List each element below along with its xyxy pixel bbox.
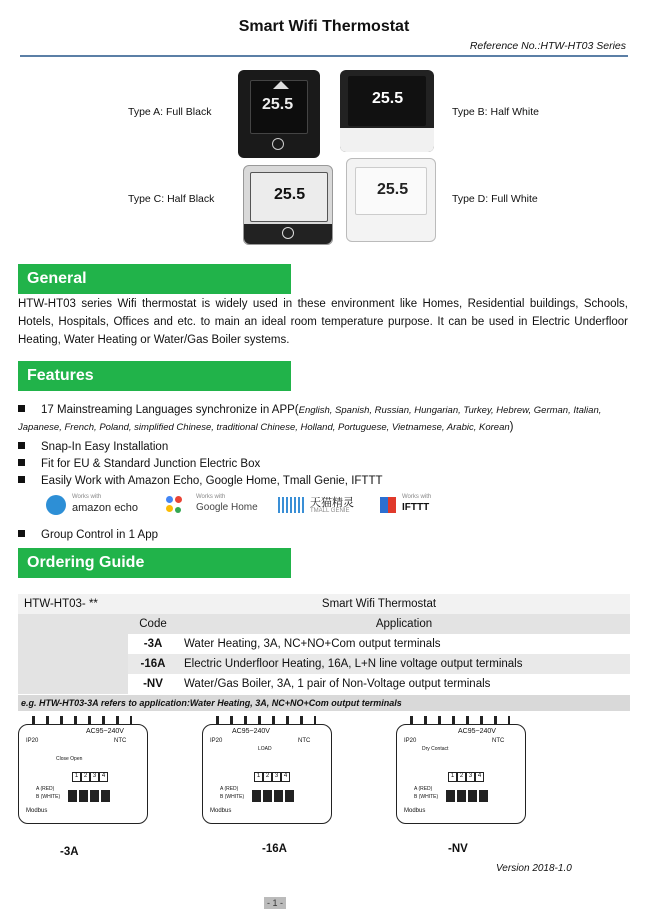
bullet-square-icon	[18, 530, 25, 537]
product-image-type-b: 25.5	[340, 70, 434, 152]
ordering-heading: Ordering Guide	[18, 548, 291, 578]
wiring-diagram-16a: AC95~240V IP20 NTC LOAD 1 2 3 4 A (RED) B (WHITE) Modbus	[202, 716, 332, 826]
tmall-genie-logo: 天猫精灵 TMALL GENIE	[278, 494, 368, 518]
product-cell: Smart Wifi Thermostat	[128, 594, 630, 614]
ifttt-icon	[380, 497, 396, 513]
general-heading: General	[18, 264, 291, 294]
type-a-label: Type A: Full Black	[128, 106, 212, 118]
feature-item-smart-home: Easily Work with Amazon Echo, Google Home, Tmall Genie, IFTTT	[18, 473, 630, 490]
feature-item-junction-box: Fit for EU & Standard Junction Electric Box	[18, 456, 630, 473]
feature-item-group-control: Group Control in 1 App	[18, 527, 630, 544]
bullet-square-icon	[18, 405, 25, 412]
ordering-example: e.g. HTW-HT03-3A refers to application:Water Heating, 3A, NC+NO+Com output terminals	[18, 695, 630, 711]
product-image-type-c: 25.5	[243, 165, 333, 245]
version-label: Version 2018-1.0	[496, 863, 572, 874]
sound-wave-icon	[278, 497, 306, 513]
page-number: - 1 -	[264, 897, 286, 909]
type-d-label: Type D: Full White	[452, 193, 538, 205]
model-cell: HTW-HT03- **	[18, 594, 128, 614]
wiring-diagram-nv: AC95~240V IP20 NTC Dry Contact 1 2 3 4 A (RED) B (WHITE) Modbus	[396, 716, 526, 826]
google-home-logo: Works with Google Home	[164, 494, 264, 518]
wiring-label-16a: -16A	[262, 843, 287, 855]
table-row: -NV Water/Gas Boiler, 3A, 1 pair of Non-Voltage output terminals	[143, 678, 491, 690]
wiring-label-3a: -3A	[60, 846, 79, 858]
reference-number: Reference No.:HTW-HT03 Series	[469, 40, 626, 52]
wiring-diagram-3a: AC95~240V IP20 NTC Close Open 1 2 3 4 A (RED) B (WHITE) Modbus	[18, 716, 148, 826]
bullet-square-icon	[18, 459, 25, 466]
bullet-square-icon	[18, 442, 25, 449]
product-image-type-d: 25.5	[346, 158, 436, 242]
ifttt-logo: Works with IFTTT	[380, 494, 450, 518]
header-rule	[20, 55, 628, 57]
feature-item-snap-in: Snap-In Easy Installation	[18, 439, 630, 456]
type-b-label: Type B: Half White	[452, 106, 539, 118]
table-row: -16A Electric Underfloor Heating, 16A, L+N line voltage output terminals	[18, 654, 630, 674]
amazon-echo-logo: Works with amazon echo	[46, 494, 158, 518]
product-image-type-a: 25.5	[238, 70, 320, 158]
general-text: HTW-HT03 series Wifi thermostat is widely used in these environment like Homes, Residential buildings, Schools, Hotels, Hospitals, Offices and etc. to main an ideal room temperature purpose. It can be used in Electric Underfloor Heating, Water Heating or Water/Gas Boiler systems.	[18, 298, 628, 346]
header-code: Code	[128, 614, 178, 634]
feature-item-languages: 17 Mainstreaming Languages synchronize in APP(English, Spanish, Russian, Hungarian, Turkey, Hebrew, German, Italian, Japanese, French, Poland, simplified Chinese, traditional Chinese, Holland, Portuguese, Vietnamese, Arabic, Korean)	[18, 404, 602, 433]
table-row: -3A Water Heating, 3A, NC+NO+Com output terminals	[143, 638, 441, 650]
wiring-label-nv: -NV	[448, 843, 468, 855]
echo-icon	[46, 495, 66, 515]
type-c-label: Type C: Half Black	[128, 193, 215, 205]
features-heading: Features	[18, 361, 291, 391]
page-title: Smart Wifi Thermostat	[238, 18, 410, 35]
header-application: Application	[178, 614, 630, 634]
ordering-table	[18, 594, 630, 694]
bullet-square-icon	[18, 476, 25, 483]
